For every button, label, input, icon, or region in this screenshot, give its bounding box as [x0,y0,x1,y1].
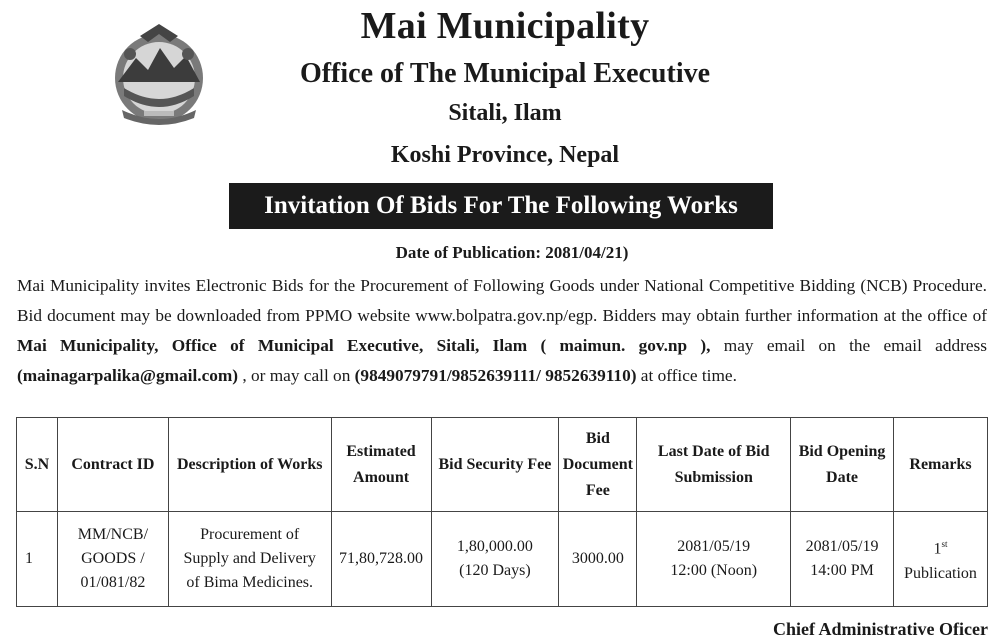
cell-contract-id [57,512,168,607]
cell-sn: 1 [17,512,58,607]
opening-time: 14:00 PM [810,562,874,579]
column-header: Estimated Amount [331,418,431,512]
cell-bid-security-fee [431,512,559,607]
publication-date: Date of Publication: 2081/04/21) [395,243,629,262]
column-header: S.N [17,418,58,512]
submission-time: 12:00 (Noon) [670,562,758,579]
description-line: Procurement of [200,526,300,543]
submission-date: 2081/05/19 [677,538,751,555]
municipality-title: Mai Municipality [360,5,650,47]
table-header-row [17,418,988,512]
description-line: of Bima Medicines. [186,574,314,591]
intro-text: , or may call on [238,366,355,385]
cell-description [168,512,331,607]
remarks-text: Publication [904,564,977,582]
contract-id-line: 01/081/82 [80,574,146,591]
intro-text: may email on the email address [710,336,987,355]
column-header: Contract ID [57,418,168,512]
column-header: Bid Document Fee [559,418,637,512]
phone-numbers: (9849079791/9852639111/ 9852639110) [354,366,637,385]
column-header: Bid Security Fee [431,418,559,512]
intro-text: Mai Municipality invites Electronic Bids for the Procurement of Following Goods under National Competitive Bidding (NCB) Procedure. Bid document may be downloaded from PPMO website www.bolpatra.gov.np/egp. Bidders may obtain further information at the office of [17,276,987,325]
opening-date: 2081/05/19 [805,538,879,555]
column-header: Bid Opening Date [791,418,894,512]
cell-estimated-amount: 71,80,728.00 [331,512,431,607]
remarks-number: 1 [933,540,942,558]
column-header: Remarks [894,418,988,512]
office-location: Sitali, Ilam [448,100,562,126]
intro-text: at office time. [636,366,737,385]
column-header: Description of Works [168,418,331,512]
invitation-banner: Invitation Of Bids For The Following Works [229,183,773,229]
signoff-title: Chief Administrative Oficer [773,619,988,639]
office-address: Mai Municipality, Office of Municipal Executive, Sitali, Ilam ( maimun. gov.np ), [17,336,711,355]
contract-id-line: GOODS / [81,550,145,567]
email-address: (mainagarpalika@gmail.com) [17,366,239,385]
column-header: Last Date of Bid Submission [637,418,791,512]
cell-last-date [637,512,791,607]
province-line: Koshi Province, Nepal [390,142,620,168]
contract-id-line: MM/NCB/ [77,526,149,543]
remarks-suffix: st [941,539,948,550]
office-title: Office of The Municipal Executive [299,58,711,89]
bids-table [16,417,988,607]
remarks-ordinal [895,532,986,561]
cell-remarks [894,512,988,607]
table-row [17,512,988,607]
bid-security-amount: 1,80,000.00 [456,538,533,555]
cell-opening-date [791,512,894,607]
cell-bid-document-fee: 3000.00 [559,512,637,607]
invitation-paragraph [17,271,987,391]
bid-security-validity: (120 Days) [459,562,531,579]
description-line: Supply and Delivery [183,550,316,567]
